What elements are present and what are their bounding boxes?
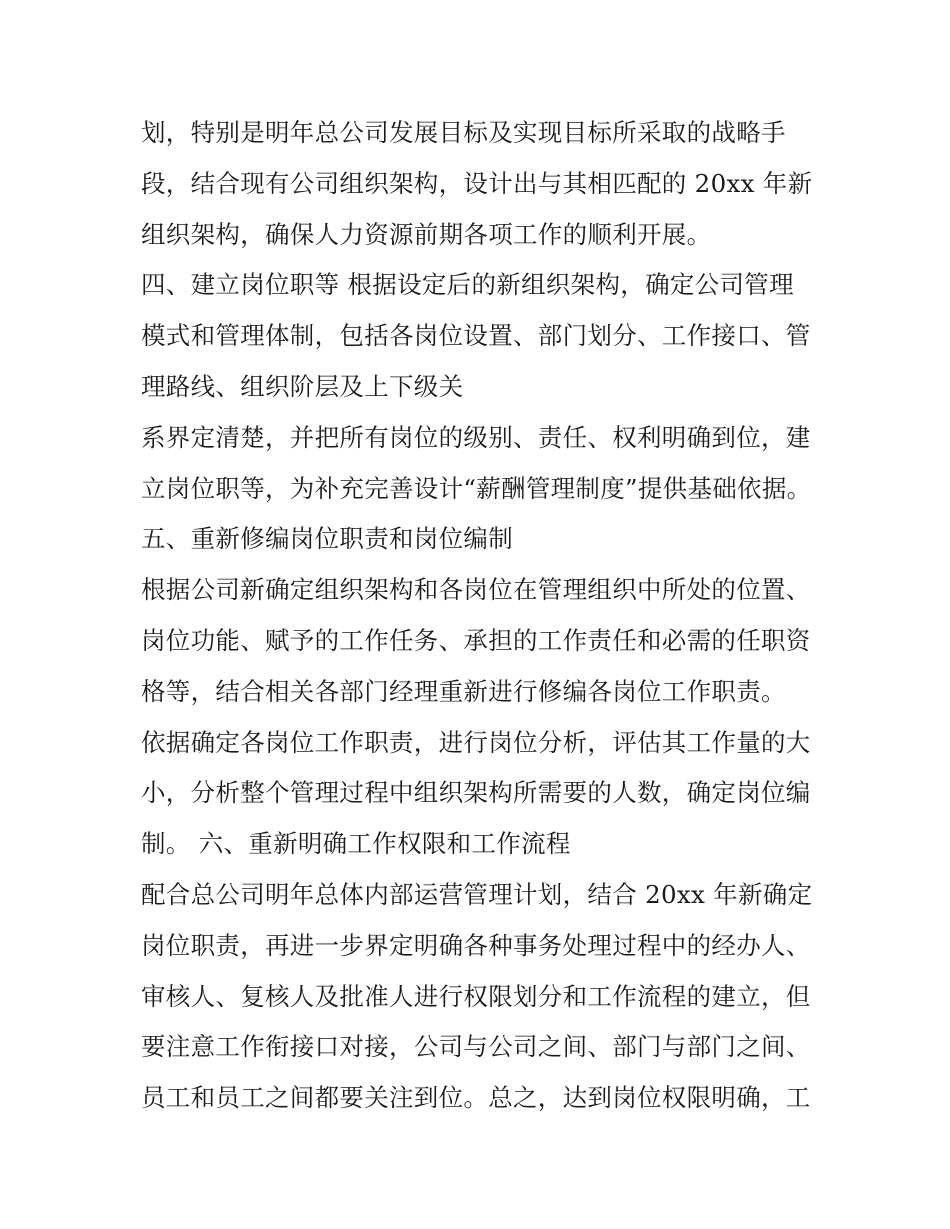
text-line: 系界定清楚，并把所有岗位的级别、责任、权利明确到位，建 [141, 422, 811, 452]
text-line: 员工和员工之间都要关注到位。总之，达到岗位权限明确，工 [141, 1083, 811, 1113]
text-line: 岗位职责，再进一步界定明确各种事务处理过程中的经办人、 [141, 930, 811, 960]
text-line: 模式和管理体制，包括各岗位设置、部门划分、工作接口、管 [141, 321, 811, 351]
text-line: 依据确定各岗位工作职责，进行岗位分析，评估其工作量的大 [141, 727, 811, 757]
text-line: 要注意工作衔接口对接，公司与公司之间、部门与部门之间、 [141, 1032, 811, 1062]
text-line: 四、建立岗位职等 根据设定后的新组织架构，确定公司管理 [141, 270, 794, 300]
text-line: 段，结合现有公司组织架构，设计出与其相匹配的 20xx 年新 [141, 168, 813, 198]
text-line: 组织架构，确保人力资源前期各项工作的顺利开展。 [141, 219, 712, 249]
text-line: 审核人、复核人及批准人进行权限划分和工作流程的建立，但 [141, 981, 811, 1011]
text-line: 小，分析整个管理过程中组织架构所需要的人数，确定岗位编 [141, 778, 811, 808]
text-line: 岗位功能、赋予的工作任务、承担的工作责任和必需的任职资 [141, 625, 811, 655]
text-line: 格等，结合相关各部门经理重新进行修编各岗位工作职责。 [141, 676, 786, 706]
text-line: 制。 六、重新明确工作权限和工作流程 [141, 829, 571, 859]
text-line: 五、重新修编岗位职责和岗位编制 [141, 524, 513, 554]
text-line: 配合总公司明年总体内部运营管理计划，结合 20xx 年新确定 [141, 879, 813, 909]
text-line: 划，特别是明年总公司发展目标及实现目标所采取的战略手 [141, 118, 786, 147]
text-line: 立岗位职等，为补充完善设计“薪酬管理制度”提供基础依据。 [141, 473, 812, 503]
body-text [141, 108, 821, 1124]
text-line: 根据公司新确定组织架构和各岗位在管理组织中所处的位置、 [141, 575, 811, 605]
text-line: 理路线、组织阶层及上下级关 [141, 371, 464, 401]
